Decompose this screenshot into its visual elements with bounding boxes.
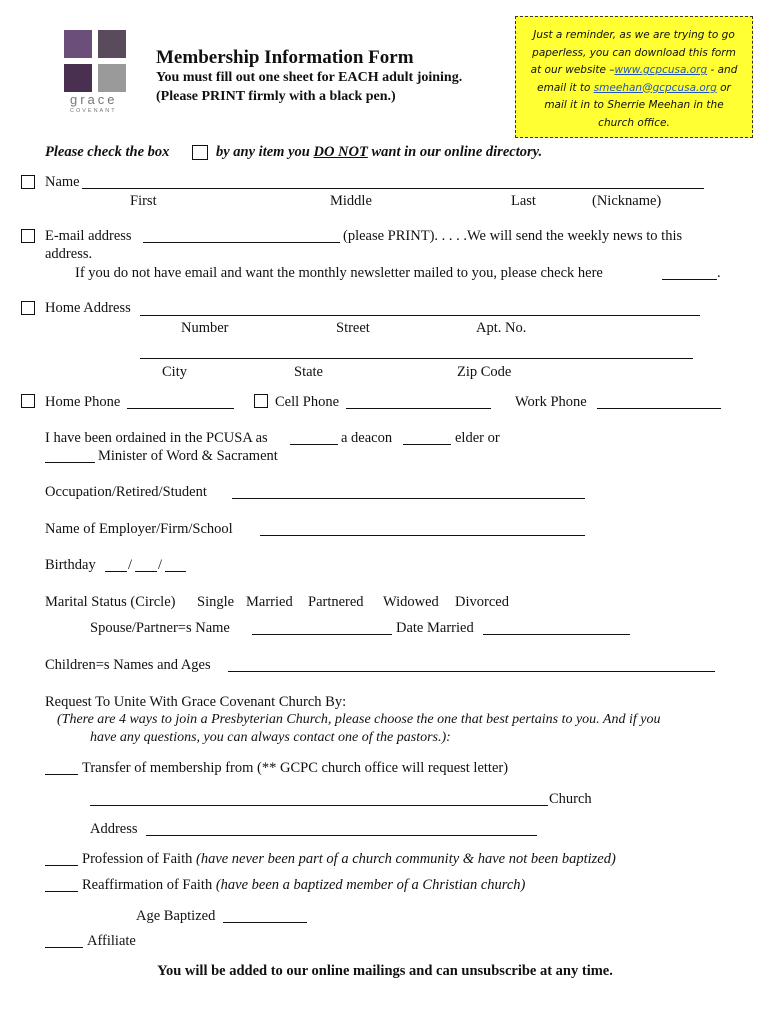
apt-caption: Apt. No. bbox=[476, 320, 527, 336]
cell-phone-line bbox=[346, 408, 491, 409]
birthday-year-field[interactable] bbox=[165, 555, 186, 571]
marital-option-single[interactable]: Single bbox=[197, 594, 235, 610]
minister-field[interactable] bbox=[45, 446, 95, 462]
employer-label: Name of Employer/Firm/School bbox=[45, 521, 233, 537]
birthday-month-field[interactable] bbox=[105, 555, 127, 571]
home-address-line bbox=[140, 315, 700, 316]
email-label: E-mail address bbox=[45, 228, 132, 244]
profession-check-line bbox=[45, 865, 78, 866]
marital-option-divorced[interactable]: Divorced bbox=[455, 594, 509, 610]
marital-option-married[interactable]: Married bbox=[246, 594, 293, 610]
reaffirmation-check-line bbox=[45, 891, 78, 892]
directory-instruction-rest bbox=[216, 144, 542, 161]
logo-text: grace bbox=[70, 92, 118, 107]
home-address-field[interactable] bbox=[142, 299, 698, 315]
cell-phone-checkbox[interactable] bbox=[254, 394, 268, 408]
birthday-sep-1: / bbox=[128, 557, 133, 573]
home-phone-label: Home Phone bbox=[45, 394, 121, 410]
deacon-label: a deacon bbox=[341, 430, 393, 446]
mail-newsletter-note: If you do not have email and want the monthly newsletter mailed to you, please check here bbox=[75, 265, 603, 281]
deacon-field[interactable] bbox=[290, 428, 338, 444]
city-state-zip-line bbox=[140, 358, 693, 359]
mail-newsletter-line bbox=[662, 279, 717, 280]
state-caption: State bbox=[294, 364, 323, 380]
spouse-label: Spouse/Partner=s Name bbox=[90, 620, 230, 636]
occupation-label: Occupation/Retired/Student bbox=[45, 484, 207, 500]
marital-option-partnered[interactable]: Partnered bbox=[308, 594, 364, 610]
street-caption: Street bbox=[336, 320, 370, 336]
church-label: Church bbox=[549, 791, 592, 807]
name-line bbox=[82, 188, 704, 189]
form-subtitle-2: (Please PRINT firmly with a black pen.) bbox=[156, 89, 396, 104]
directory-emphasis: DO NOT bbox=[313, 144, 368, 160]
notice-text: at our website – bbox=[530, 64, 615, 76]
church-field[interactable] bbox=[92, 789, 546, 805]
email-field[interactable] bbox=[145, 226, 338, 242]
request-heading: Request To Unite With Grace Covenant Church By: bbox=[45, 694, 347, 710]
logo-block-dark bbox=[64, 64, 92, 92]
name-checkbox[interactable] bbox=[21, 175, 35, 189]
profession-text: Profession of Faith bbox=[82, 851, 196, 867]
home-phone-line bbox=[127, 408, 234, 409]
nickname-caption: (Nickname) bbox=[592, 193, 662, 209]
minister-label: Minister of Word & Sacrament bbox=[98, 448, 278, 464]
directory-text: want in our online directory. bbox=[367, 144, 543, 160]
marital-option-widowed[interactable]: Widowed bbox=[383, 594, 439, 610]
notice-line-2: paperless, you can download this form bbox=[532, 46, 736, 59]
number-caption: Number bbox=[181, 320, 229, 336]
footer-note: You will be added to our online mailings and can unsubscribe at any time. bbox=[157, 963, 613, 979]
email-print-cont: address. bbox=[45, 246, 93, 262]
elder-line bbox=[403, 444, 451, 445]
directory-text: Please check the box bbox=[45, 144, 170, 160]
age-baptized-label: Age Baptized bbox=[136, 908, 216, 924]
affiliate-check-field[interactable] bbox=[45, 931, 83, 947]
marital-label: Marital Status (Circle) bbox=[45, 594, 176, 610]
notice-line-4 bbox=[522, 80, 746, 98]
date-married-field[interactable] bbox=[485, 618, 628, 634]
form-title: Membership Information Form bbox=[156, 47, 414, 68]
city-state-zip-field[interactable] bbox=[142, 342, 691, 358]
logo-block-light bbox=[98, 64, 126, 92]
notice-text: email it to bbox=[537, 81, 594, 94]
transfer-check-field[interactable] bbox=[45, 758, 78, 774]
paperless-notice bbox=[515, 16, 753, 138]
reaffirmation-check-field[interactable] bbox=[45, 875, 78, 891]
occupation-field[interactable] bbox=[234, 482, 583, 498]
transfer-address-field[interactable] bbox=[148, 819, 535, 835]
employer-line bbox=[260, 535, 585, 536]
work-phone-label: Work Phone bbox=[515, 394, 587, 410]
request-note-1: (There are 4 ways to join a Presbyterian Church, please choose the one that best pertains to you. And if you bbox=[57, 712, 661, 727]
profession-check-field[interactable] bbox=[45, 849, 78, 865]
notice-line-1: Just a reminder, as we are trying to go bbox=[533, 29, 735, 41]
cell-phone-field[interactable] bbox=[348, 392, 489, 408]
affiliate-label: Affiliate bbox=[87, 933, 136, 949]
spouse-line bbox=[252, 634, 392, 635]
birthday-year-line bbox=[165, 571, 186, 572]
logo-block-gray bbox=[98, 30, 126, 58]
deacon-line bbox=[290, 444, 338, 445]
email-checkbox[interactable] bbox=[21, 229, 35, 243]
city-caption: City bbox=[162, 364, 187, 380]
transfer-label: Transfer of membership from (** GCPC church office will request letter) bbox=[82, 760, 509, 776]
home-phone-field[interactable] bbox=[129, 392, 232, 408]
age-baptized-field[interactable] bbox=[225, 906, 305, 922]
email-line bbox=[143, 242, 340, 243]
birthday-day-line bbox=[135, 571, 157, 572]
form-subtitle-1: You must fill out one sheet for EACH adult joining. bbox=[156, 70, 463, 85]
reaffirmation-label bbox=[82, 877, 525, 894]
children-field[interactable] bbox=[230, 655, 713, 671]
birthday-month-line bbox=[105, 571, 127, 572]
notice-text: or bbox=[716, 81, 731, 94]
logo-block-purple bbox=[64, 30, 92, 58]
profession-note: (have never been part of a church community & have not been baptized) bbox=[195, 851, 616, 867]
children-line bbox=[228, 671, 715, 672]
transfer-address-label: Address bbox=[90, 821, 138, 837]
birthday-label: Birthday bbox=[45, 557, 96, 573]
notice-line-5: mail it in to Sherrie Meehan in the bbox=[544, 99, 724, 111]
birthday-sep-2: / bbox=[158, 557, 163, 573]
last-caption: Last bbox=[511, 193, 536, 209]
first-caption: First bbox=[130, 193, 157, 209]
church-logo bbox=[62, 28, 130, 116]
date-married-line bbox=[483, 634, 630, 635]
reaffirmation-note: (have been a baptized member of a Christian church) bbox=[215, 877, 526, 893]
reaffirmation-text: Reaffirmation of Faith bbox=[82, 877, 216, 893]
request-note-2: have any questions, you can always contact one of the pastors.): bbox=[90, 730, 451, 745]
elder-field[interactable] bbox=[403, 428, 451, 444]
logo-subtext: COVENANT bbox=[70, 108, 117, 114]
date-married-label: Date Married bbox=[396, 620, 474, 636]
notice-line-3 bbox=[522, 62, 746, 80]
employer-field[interactable] bbox=[262, 519, 583, 535]
minister-line bbox=[45, 462, 95, 463]
ordained-label: I have been ordained in the PCUSA as bbox=[45, 430, 268, 446]
website-link[interactable]: www.gcpcusa.org bbox=[614, 64, 708, 76]
work-phone-line bbox=[597, 408, 721, 409]
mail-newsletter-period: . bbox=[717, 265, 721, 281]
example-checkbox bbox=[192, 145, 208, 160]
middle-caption: Middle bbox=[330, 193, 372, 209]
email-link[interactable]: smeehan@gcpcusa.org bbox=[593, 81, 717, 94]
zip-caption: Zip Code bbox=[457, 364, 512, 380]
notice-text: - and bbox=[707, 64, 738, 76]
birthday-day-field[interactable] bbox=[135, 555, 157, 571]
elder-label: elder or bbox=[455, 430, 500, 446]
profession-label bbox=[82, 851, 616, 868]
transfer-address-line bbox=[146, 835, 537, 836]
work-phone-field[interactable] bbox=[599, 392, 719, 408]
affiliate-check-line bbox=[45, 947, 83, 948]
cell-phone-label: Cell Phone bbox=[275, 394, 340, 410]
email-print-note: (please PRINT). . . . .We will send the weekly news to this bbox=[343, 228, 683, 244]
home-address-label: Home Address bbox=[45, 300, 131, 316]
home-address-checkbox[interactable] bbox=[21, 301, 35, 315]
occupation-line bbox=[232, 498, 585, 499]
directory-instruction bbox=[45, 144, 169, 161]
age-baptized-line bbox=[223, 922, 307, 923]
home-phone-checkbox[interactable] bbox=[21, 394, 35, 408]
church-line bbox=[90, 805, 548, 806]
notice-line-6: church office. bbox=[598, 116, 670, 129]
name-label: Name bbox=[45, 174, 80, 190]
directory-text: by any item you bbox=[216, 144, 314, 160]
mail-newsletter-field[interactable] bbox=[662, 263, 717, 279]
transfer-check-line bbox=[45, 774, 78, 775]
spouse-field[interactable] bbox=[254, 618, 390, 634]
children-label: Children=s Names and Ages bbox=[45, 657, 211, 673]
name-field[interactable] bbox=[84, 172, 702, 188]
